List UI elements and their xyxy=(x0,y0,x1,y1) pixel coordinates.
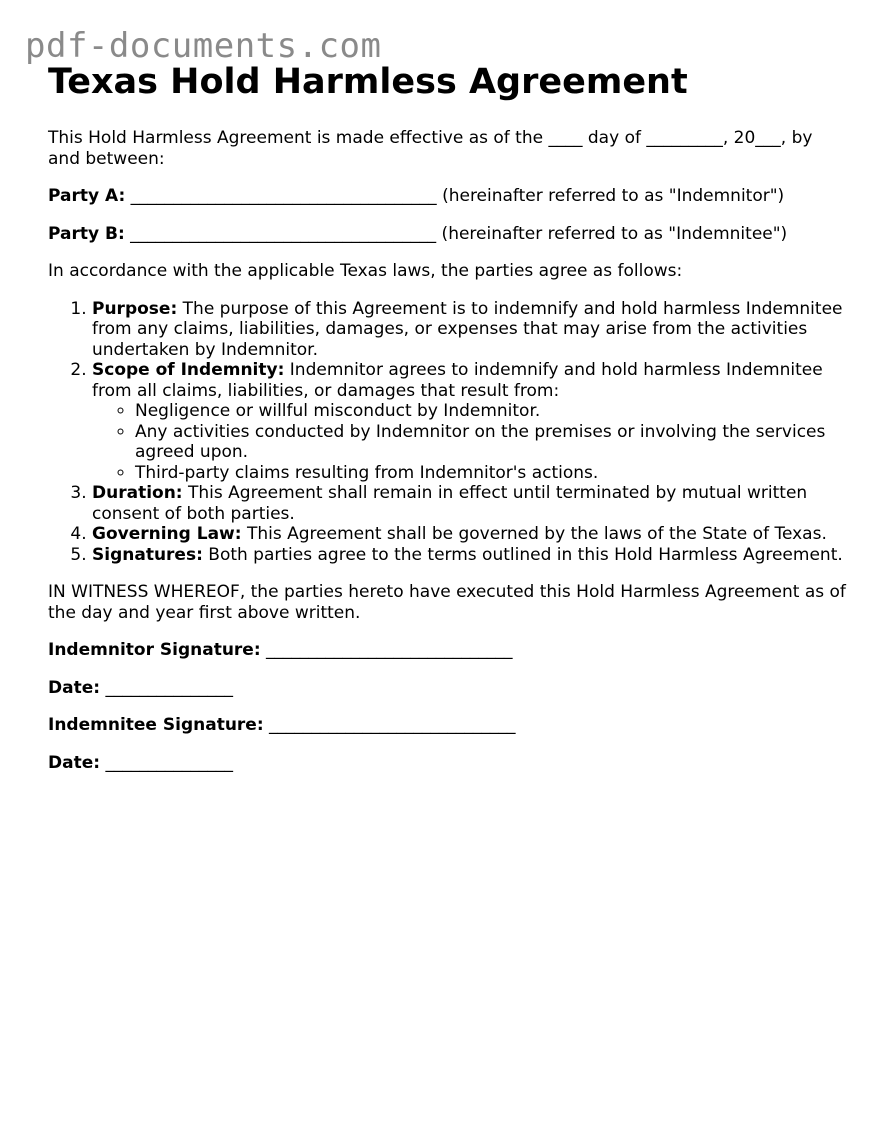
party-b-line xyxy=(48,224,848,245)
signature-label: Indemnitor Signature: xyxy=(48,640,261,660)
party-a-line xyxy=(48,186,848,207)
term-text: This Agreement shall be governed by the laws of the State of Texas. xyxy=(241,524,827,544)
document-title: Texas Hold Harmless Agreement xyxy=(48,62,688,102)
party-a-text: ____________________________________ (hereinafter referred to as "Indemnitor") xyxy=(125,186,785,206)
applicable-laws-paragraph: In accordance with the applicable Texas laws, the parties agree as follows: xyxy=(48,261,683,281)
term-text: This Agreement shall remain in effect until terminated by mutual written consent of both parties. xyxy=(92,483,808,524)
party-b-text: ____________________________________ (hereinafter referred to as "Indemnitee") xyxy=(124,223,788,244)
term-item-scope xyxy=(92,360,848,483)
term-label: Duration: xyxy=(92,483,183,503)
term-item-duration xyxy=(92,483,848,524)
term-item-signatures xyxy=(92,545,848,566)
terms-list xyxy=(48,299,848,566)
term-item-purpose xyxy=(92,299,848,361)
term-label: Scope of Indemnity: xyxy=(92,360,285,380)
sublist-item: ◦ Negligence or willful misconduct by Indemnitor. xyxy=(135,401,848,422)
scope-sublist xyxy=(92,401,848,483)
witness-paragraph: IN WITNESS WHEREOF, the parties hereto have executed this Hold Harmless Agreement as of the day and year first above written. xyxy=(48,582,846,623)
date-label: Date: xyxy=(48,677,101,698)
term-label: Signatures: xyxy=(92,544,203,565)
watermark: pdf-documents.com xyxy=(25,26,382,66)
signature-blank: _____________________________ xyxy=(263,715,516,735)
document-page xyxy=(48,60,848,773)
sublist-item: ◦ Third-party claims resulting from Indemnitor's actions. xyxy=(135,463,848,484)
term-text: The purpose of this Agreement is to indemnify and hold harmless Indemnitee from any claims, liabilities, damages, or expenses that may arise from the activities undertaken by Indemnitor. xyxy=(92,298,843,360)
term-text: Both parties agree to the terms outlined in this Hold Harmless Agreement. xyxy=(202,544,843,565)
party-b-label: Party B: xyxy=(48,223,125,244)
party-a-label: Party A: xyxy=(48,186,126,206)
term-item-governing-law xyxy=(92,524,848,545)
indemnitee-signature-line xyxy=(48,715,848,736)
term-label: Purpose: xyxy=(92,298,178,319)
indemnitor-date-line xyxy=(48,678,848,699)
indemnitee-date-line xyxy=(48,753,848,774)
indemnitor-signature-line xyxy=(48,640,848,661)
signature-blank: _____________________________ xyxy=(260,640,513,660)
intro-paragraph: This Hold Harmless Agreement is made effective as of the ____ day of _________, 20___, by and between: xyxy=(48,128,813,169)
sublist-item: ◦ Any activities conducted by Indemnitor on the premises or involving the services agreed upon. xyxy=(135,422,848,463)
date-blank: _______________ xyxy=(100,752,233,773)
date-label: Date: xyxy=(48,752,101,773)
date-blank: _______________ xyxy=(100,677,233,698)
signature-label: Indemnitee Signature: xyxy=(48,715,264,735)
term-text: Indemnitor agrees to indemnify and hold harmless Indemnitee from all claims, liabilities, or damages that result from: xyxy=(92,360,823,401)
term-label: Governing Law: xyxy=(92,524,242,544)
